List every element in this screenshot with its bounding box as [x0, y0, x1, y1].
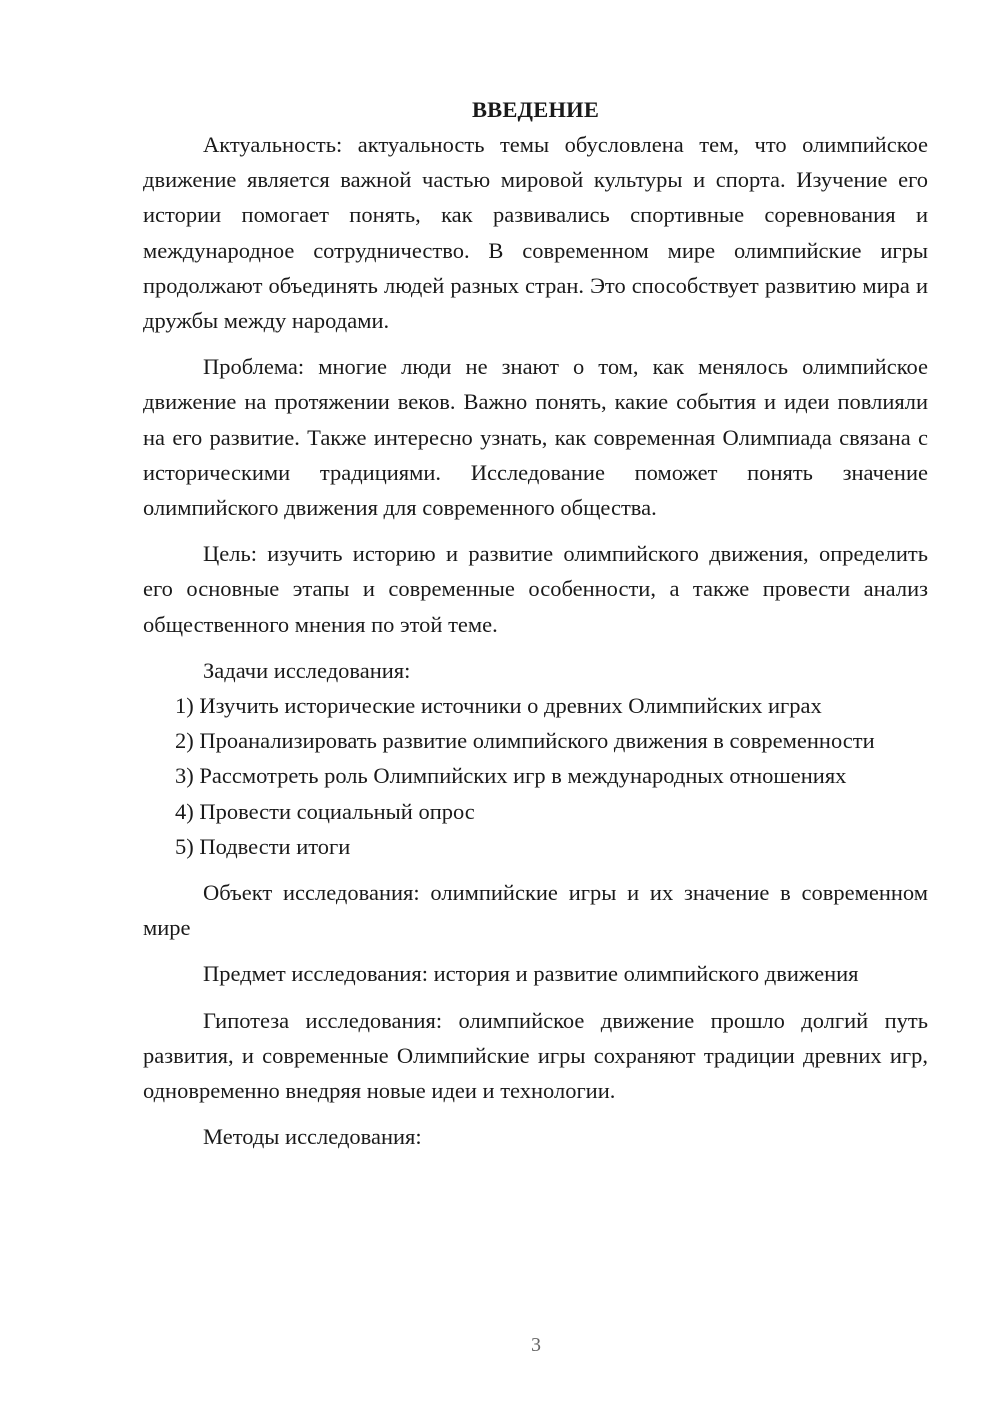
page-title: ВВЕДЕНИЕ: [471, 97, 600, 122]
methods-heading: Методы исследования:: [203, 1124, 422, 1150]
task-item-5: 5) Подвести итоги: [175, 833, 351, 859]
paragraph-subject: Предмет исследования: история и развитие олимпийского движения: [203, 961, 859, 987]
paragraph-hypothesis: Гипотеза исследования: олимпийское движение прошло долгий путь развития, и современные Олимпийские игры сохраняют традиции древних игр, одновременно внедряя новые идеи и технологии.: [143, 1007, 928, 1104]
paragraph-object: Объект исследования: олимпийские игры и их значение в современном мире: [143, 880, 928, 941]
task-item-3: 3) Рассмотреть роль Олимпийских игр в международных отношениях: [175, 763, 847, 789]
paragraph-goal: Цель: изучить историю и развитие олимпийского движения, определить его основные этапы и современные особенности, а также провести анализ общественного мнения по этой теме.: [143, 541, 928, 637]
task-item-4: 4) Провести социальный опрос: [175, 798, 475, 824]
document-page: [143, 92, 928, 1154]
tasks-heading: Задачи исследования:: [203, 657, 411, 683]
task-item-1: 1) Изучить исторические источники о древних Олимпийских играх: [175, 693, 822, 719]
task-item-2: 2) Проанализировать развитие олимпийского движения в современности: [175, 728, 875, 754]
paragraph-relevance: Актуальность: актуальность темы обусловлена тем, что олимпийское движение является важной частью мировой культуры и спорта. Изучение его истории помогает понять, как развивались спортивные соревнования и международное сотрудничество. В современном мире олимпийские игры продолжают объединять людей разных стран. Это способствует развитию мира и дружбы между народами.: [143, 132, 928, 334]
page-number: 3: [531, 1334, 541, 1356]
paragraph-problem: Проблема: многие люди не знают о том, как менялось олимпийское движение на протяжении веков. Важно понять, какие события и идеи повлияли на его развитие. Также интересно узнать, как современная Олимпиада связана с историческими традициями. Исследование поможет понять значение олимпийского движения для современного общества.: [143, 354, 928, 521]
